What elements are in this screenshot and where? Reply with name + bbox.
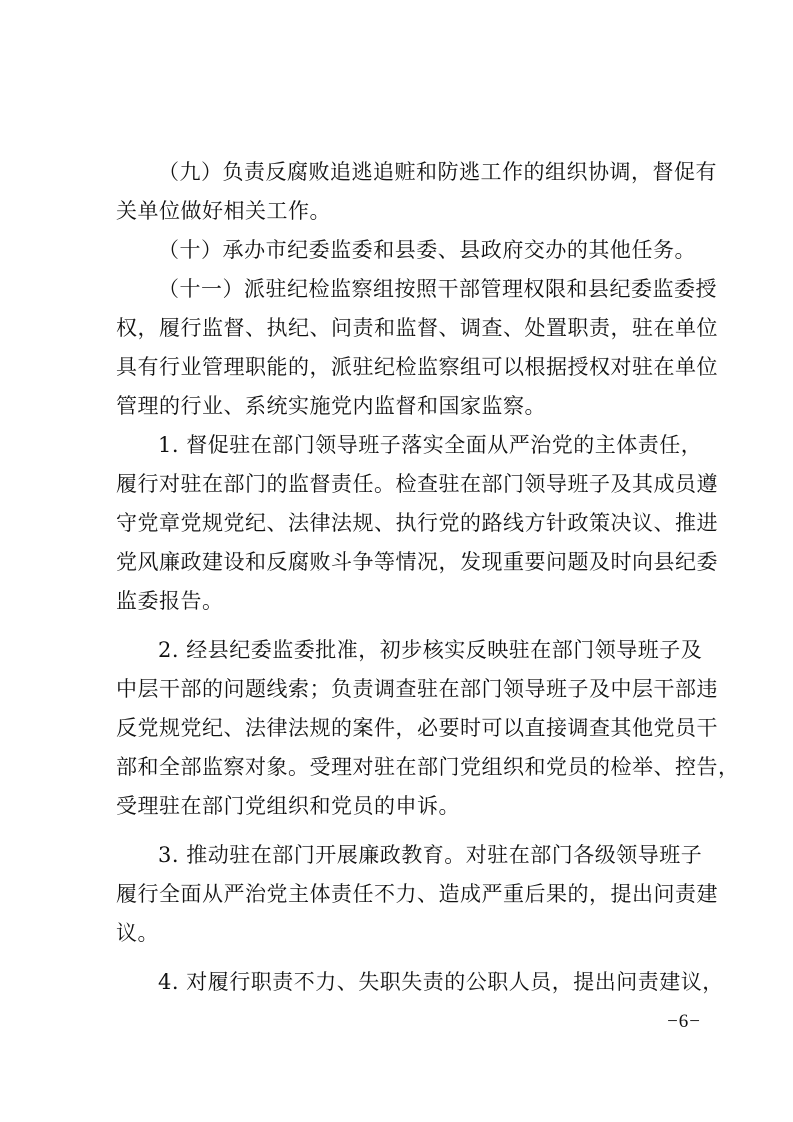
item-2-line-1: 2. 经县纪委监委批准，初步核实反映驻在部门领导班子及 (158, 638, 703, 662)
paragraph-11-line-2: 权，履行监督、执纪、问责和监督、调查、处置职责，驻在单位 (116, 316, 718, 340)
paragraph-9-line-2: 关单位做好相关工作。 (116, 199, 331, 223)
paragraph-10-line-1: （十）承办市纪委监委和县委、县政府交办的其他任务。 (158, 238, 696, 262)
item-2-line-5: 受理驻在部门党组织和党员的申诉。 (116, 794, 460, 818)
item-1-line-2: 履行对驻在部门的监督责任。检查驻在部门领导班子及其成员遵 (116, 472, 718, 496)
item-1-line-3: 守党章党规党纪、法律法规、执行党的路线方针政策决议、推进 (116, 511, 718, 535)
item-1-line-5: 监委报告。 (116, 589, 224, 613)
item-3-line-2: 履行全面从严治党主体责任不力、造成严重后果的，提出问责建 (116, 882, 718, 906)
paragraph-11-line-4: 管理的行业、系统实施党内监督和国家监察。 (116, 394, 546, 418)
item-2-line-2: 中层干部的问题线索；负责调查驻在部门领导班子及中层干部违 (116, 677, 718, 701)
paragraph-11-line-1: （十一）派驻纪检监察组按照干部管理权限和县纪委监委授 (158, 277, 717, 301)
page-number: −6− (667, 1011, 701, 1032)
paragraph-11-line-3: 具有行业管理职能的，派驻纪检监察组可以根据授权对驻在单位 (116, 355, 718, 379)
item-4-line-1: 4. 对履行职责不力、失职失责的公职人员，提出问责建议， (158, 970, 724, 994)
item-3-line-1: 3. 推动驻在部门开展廉政教育。对驻在部门各级领导班子 (158, 843, 703, 867)
item-2-line-4: 部和全部监察对象。受理对驻在部门党组织和党员的检举、控告， (116, 755, 740, 779)
item-1-line-1: 1. 督促驻在部门领导班子落实全面从严治党的主体责任， (158, 433, 703, 457)
item-3-line-3: 议。 (116, 921, 159, 945)
paragraph-9-line-1: （九）负责反腐败追逃追赃和防逃工作的组织协调，督促有 (158, 160, 717, 184)
item-2-line-3: 反党规党纪、法律法规的案件，必要时可以直接调查其他党员干 (116, 716, 718, 740)
item-1-line-4: 党风廉政建设和反腐败斗争等情况，发现重要问题及时向县纪委 (116, 550, 718, 574)
